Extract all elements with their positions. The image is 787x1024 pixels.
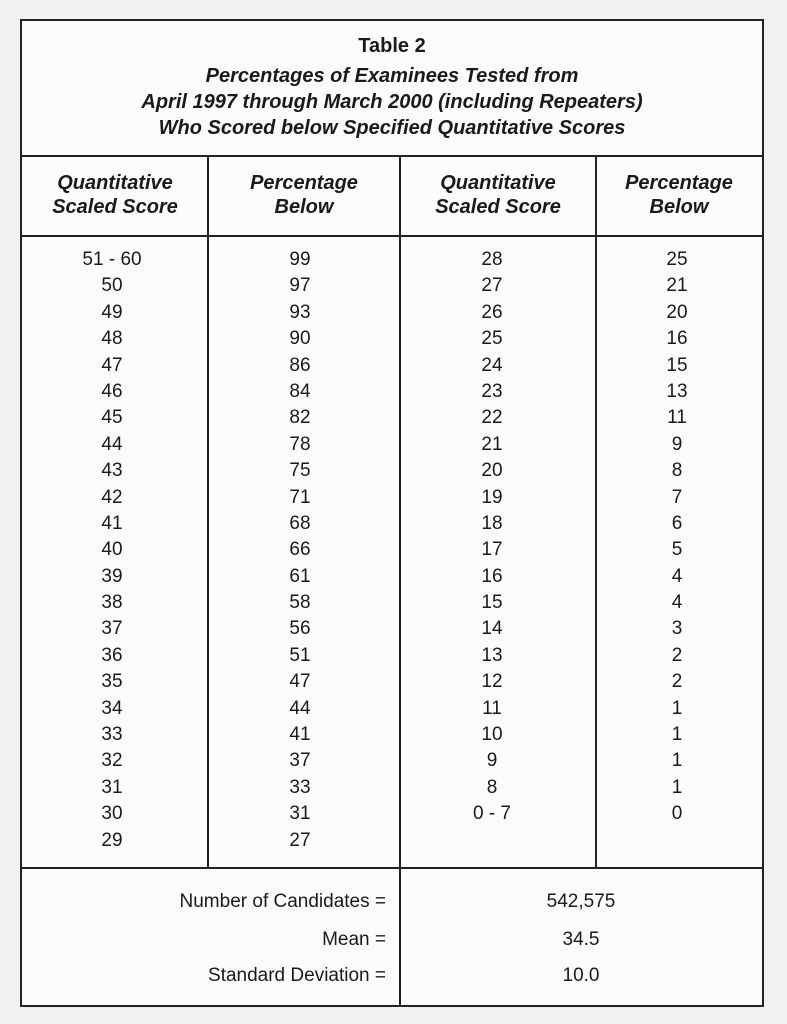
column-scaled-score-1 (62, 247, 162, 854)
table-cell: 40 (101, 539, 123, 561)
table-cell: 30 (101, 803, 123, 825)
table-cell: 2 (671, 671, 683, 693)
table-cell: 47 (289, 671, 311, 693)
table-cell: 47 (101, 354, 123, 376)
table-cell: 27 (289, 829, 311, 851)
table-cell: 17 (481, 539, 503, 561)
header-quantitative-scaled-score-1: Quantitative Scaled Score (52, 172, 178, 218)
table-title-line-1: Percentages of Examinees Tested from (205, 65, 579, 87)
table-cell: 90 (289, 328, 311, 350)
candidates-label: Number of Candidates = (179, 891, 386, 912)
table-cell: 33 (101, 724, 123, 746)
table-cell: 36 (101, 644, 123, 666)
table-cell: 8 (671, 460, 683, 482)
table-cell: 8 (486, 776, 498, 798)
table-header-row (22, 155, 762, 237)
table-cell: 39 (101, 565, 123, 587)
table-cell: 78 (289, 433, 311, 455)
table-cell: 28 (481, 249, 503, 270)
table-cell: 24 (481, 354, 503, 376)
table-cell: 51 (289, 644, 311, 666)
table-cell: 41 (101, 512, 123, 534)
table-cell: 23 (481, 380, 503, 402)
table-cell: 1 (671, 724, 683, 746)
table-cell: 33 (289, 776, 311, 798)
table-cell: 93 (289, 301, 311, 323)
table-cell: 49 (101, 301, 123, 323)
table-cell: 46 (101, 380, 123, 402)
table-cell: 18 (481, 512, 503, 534)
table-title-line-3: Who Scored below Specified Quantitative Scores (158, 117, 626, 139)
table-cell: 12 (481, 671, 503, 693)
table-cell: 9 (486, 750, 498, 772)
table-cell: 15 (481, 592, 503, 614)
table-cell: 16 (666, 328, 688, 350)
table-cell: 15 (666, 354, 688, 376)
table-cell: 5 (671, 539, 683, 561)
table-cell: 1 (671, 776, 683, 798)
header-percentage-below-2: Percentage Below (625, 172, 733, 218)
table-cell: 38 (101, 592, 123, 614)
table-cell: 10 (481, 724, 503, 746)
table-cell: 19 (481, 486, 503, 508)
table-cell: 1 (671, 697, 683, 719)
table-cell: 14 (481, 618, 503, 640)
table-cell: 25 (481, 328, 503, 350)
table-cell: 35 (101, 671, 123, 693)
table-cell: 32 (101, 750, 123, 772)
table-cell: 43 (101, 460, 123, 482)
score-table (20, 19, 764, 1007)
table-cell: 25 (666, 249, 688, 270)
table-cell: 11 (667, 407, 687, 429)
column-percentage-below-1 (250, 247, 350, 854)
table-cell: 1 (671, 750, 683, 772)
column-percentage-below-2 (627, 247, 727, 828)
table-cell: 7 (671, 486, 683, 508)
table-cell: 84 (289, 380, 311, 402)
table-cell: 86 (289, 354, 311, 376)
table-number: Table 2 (358, 35, 426, 57)
column-scaled-score-2 (442, 247, 542, 828)
table-cell: 41 (289, 724, 311, 746)
table-cell: 56 (289, 618, 311, 640)
table-cell: 16 (481, 565, 503, 587)
table-cell: 20 (481, 460, 503, 482)
table-cell: 22 (481, 407, 503, 429)
table-cell: 82 (289, 407, 311, 429)
mean-value: 34.5 (562, 929, 600, 950)
table-cell: 26 (481, 301, 503, 323)
table-cell: 48 (101, 328, 123, 350)
table-cell: 44 (289, 697, 311, 719)
column-divider-1 (207, 155, 209, 867)
table-cell: 0 (671, 803, 683, 825)
table-cell: 2 (671, 644, 683, 666)
table-cell: 4 (671, 592, 683, 614)
header-quantitative-scaled-score-2: Quantitative Scaled Score (435, 172, 561, 218)
table-cell: 97 (289, 275, 311, 297)
summary-block (22, 867, 762, 1005)
table-cell: 4 (671, 565, 683, 587)
table-cell: 31 (101, 776, 123, 798)
sd-label: Standard Deviation = (208, 965, 386, 986)
table-cell: 21 (481, 433, 503, 455)
table-cell: 13 (481, 644, 503, 666)
sd-value: 10.0 (562, 965, 600, 986)
table-cell: 9 (671, 433, 683, 455)
table-cell: 6 (671, 512, 683, 534)
table-cell: 31 (289, 803, 311, 825)
table-cell: 75 (289, 460, 311, 482)
table-cell: 20 (666, 301, 688, 323)
table-cell: 37 (101, 618, 123, 640)
table-cell: 58 (289, 592, 311, 614)
header-percentage-below-1: Percentage Below (250, 172, 358, 218)
table-cell: 66 (289, 539, 311, 561)
table-cell: 45 (101, 407, 123, 429)
table-cell: 27 (481, 275, 503, 297)
candidates-value: 542,575 (546, 891, 616, 912)
table-cell: 68 (289, 512, 311, 534)
table-cell: 51 - 60 (82, 249, 142, 270)
table-title-block (22, 21, 762, 157)
table-cell: 0 - 7 (472, 803, 512, 825)
table-cell: 99 (289, 249, 311, 270)
table-cell: 44 (101, 433, 123, 455)
table-cell: 3 (671, 618, 683, 640)
table-cell: 50 (101, 275, 123, 297)
table-title-line-2: April 1997 through March 2000 (including Repeaters) (141, 91, 643, 113)
column-divider-3 (595, 155, 597, 867)
table-cell: 29 (101, 829, 123, 851)
table-cell: 61 (289, 565, 311, 587)
table-cell: 13 (666, 380, 688, 402)
table-cell: 11 (482, 697, 502, 719)
table-cell: 37 (289, 750, 311, 772)
table-cell: 21 (666, 275, 688, 297)
mean-label: Mean = (322, 929, 386, 950)
table-cell: 34 (101, 697, 123, 719)
table-cell: 42 (101, 486, 123, 508)
table-cell: 71 (289, 486, 311, 508)
